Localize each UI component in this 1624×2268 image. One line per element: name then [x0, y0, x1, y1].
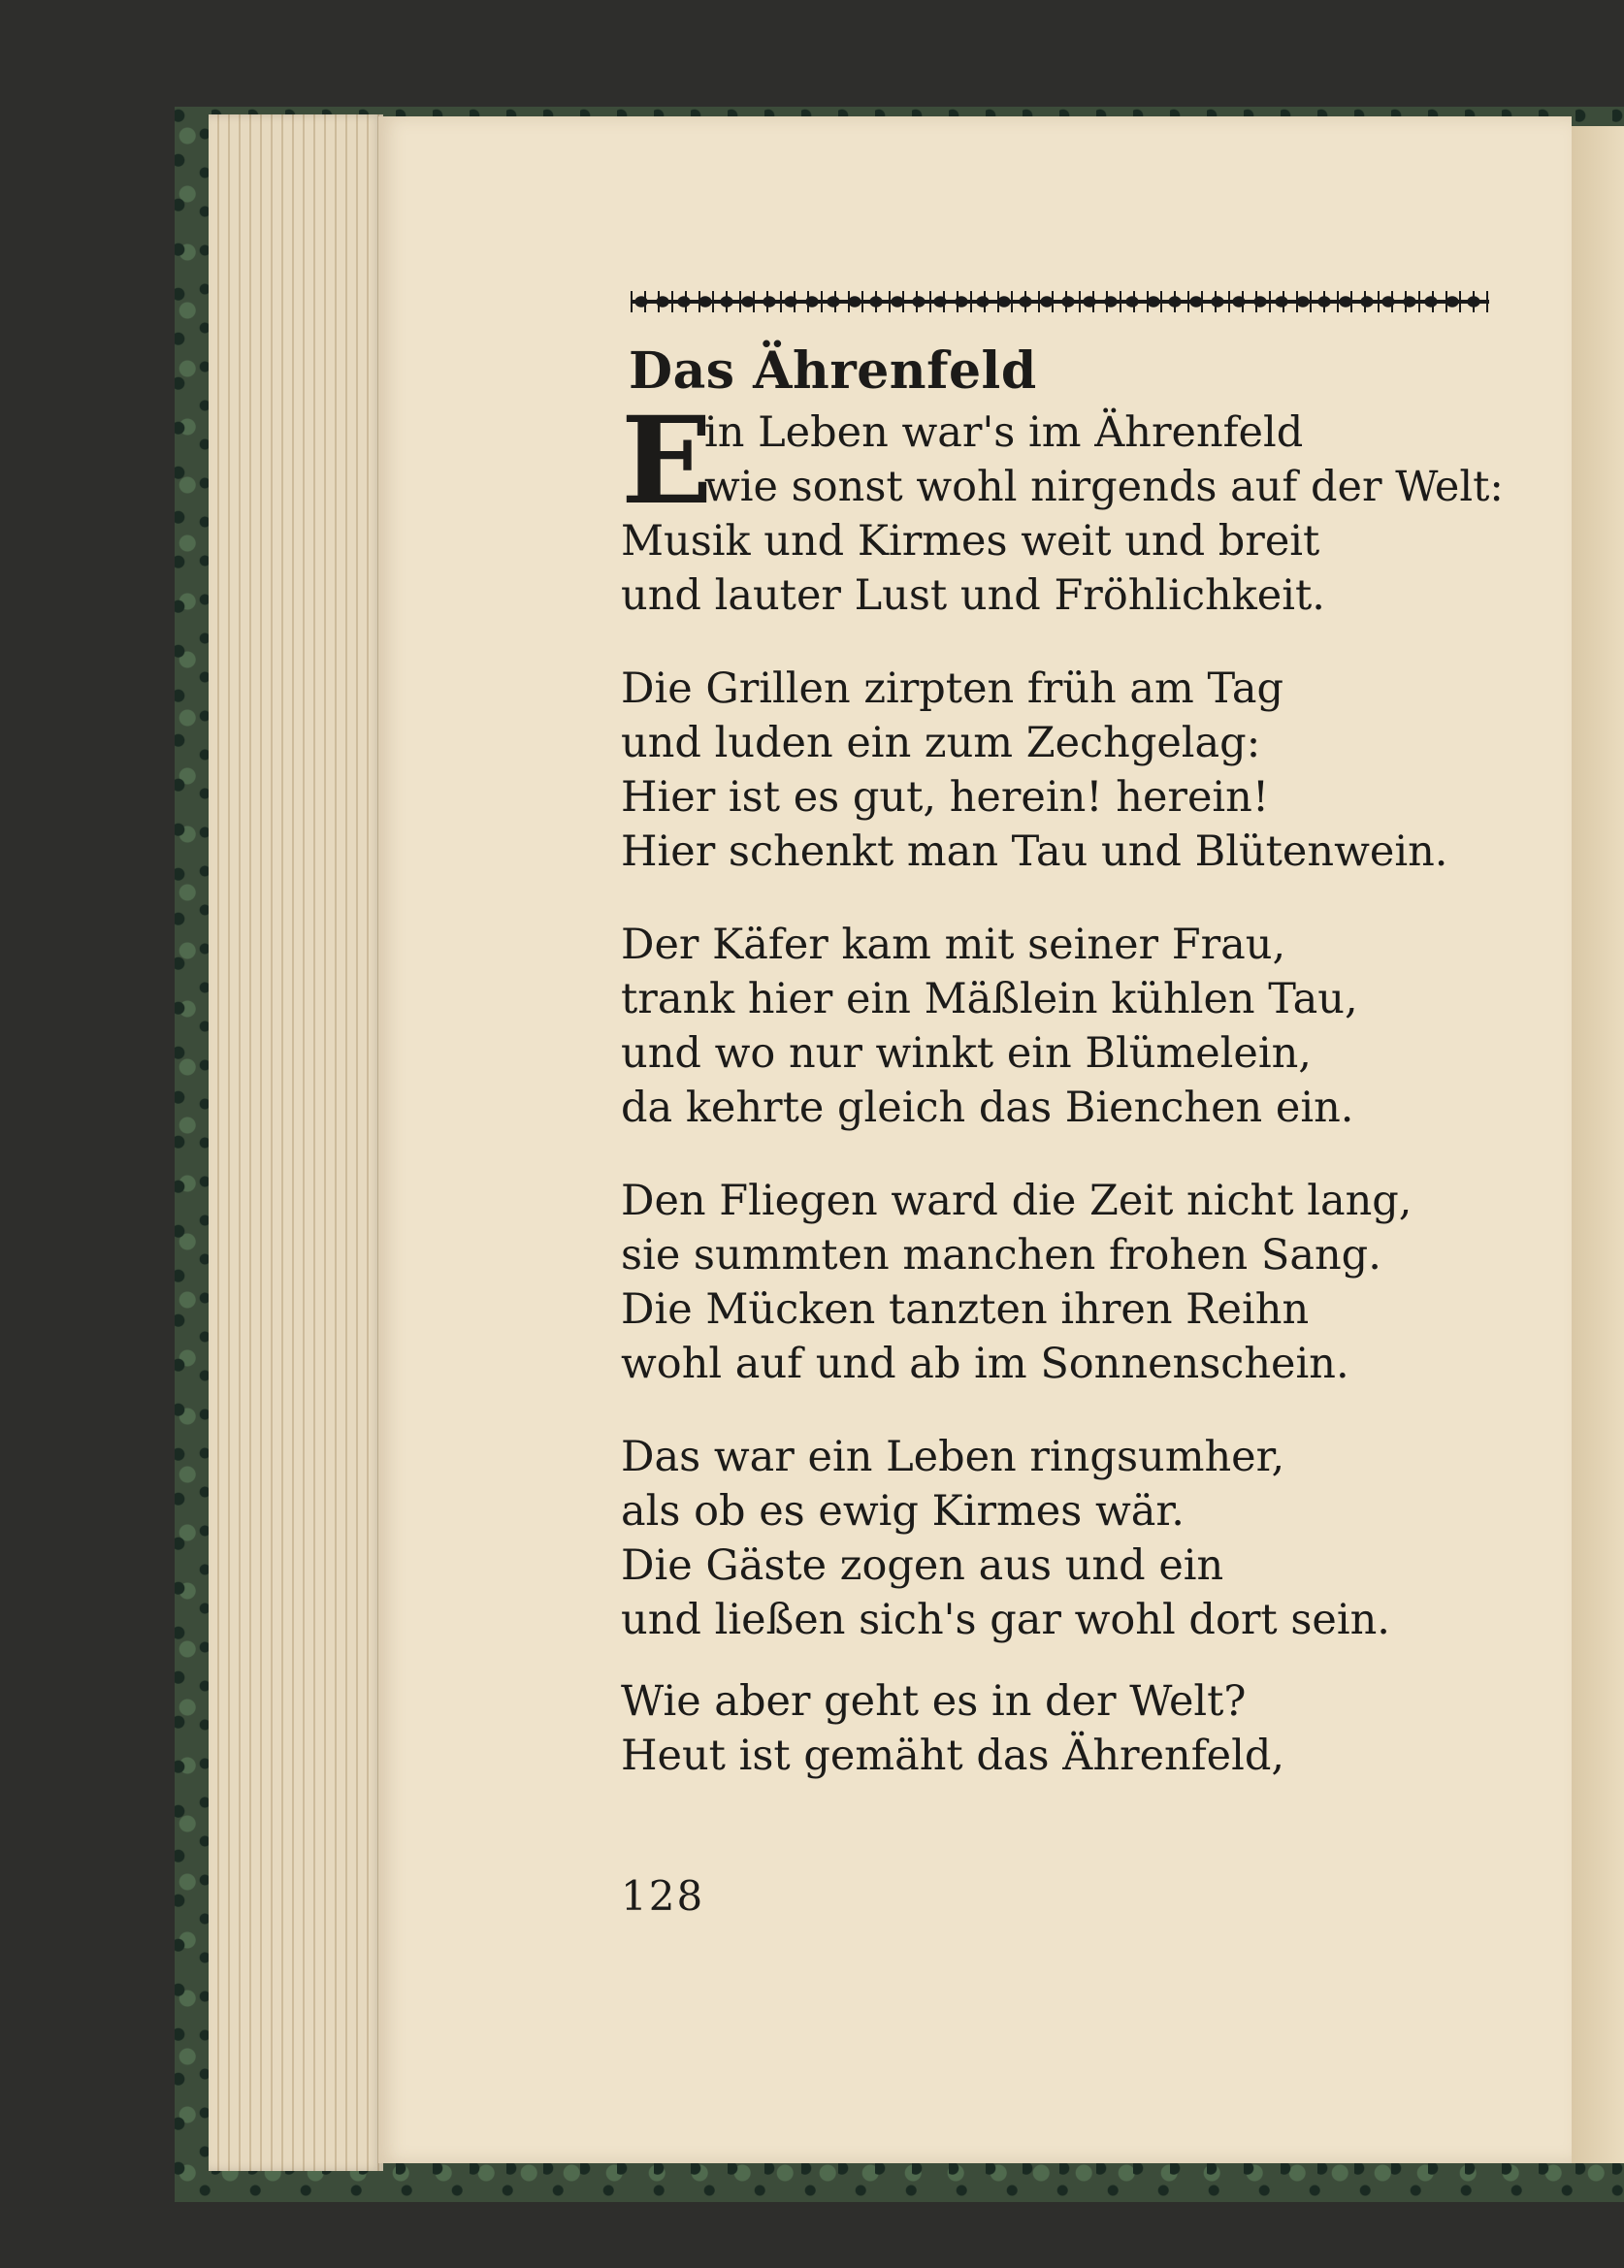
stanza-1	[621, 391, 1504, 623]
page-number: 128	[621, 1872, 705, 1920]
poem-line: und luden ein zum Zechgelag:	[621, 719, 1261, 767]
poem-line: sie summten manchen frohen Sang.	[621, 1231, 1381, 1280]
page-edges	[209, 114, 383, 2171]
stanza-3	[621, 918, 1494, 1135]
ornamental-rule	[631, 291, 1489, 312]
poem-line: Die Grillen zirpten früh am Tag	[621, 664, 1284, 713]
poem-line: und wo nur winkt ein Blümelein,	[621, 1029, 1312, 1078]
poem-line: Hier ist es gut, herein! herein!	[621, 773, 1270, 822]
poem-line: als ob es ewig Kirmes wär.	[621, 1487, 1185, 1536]
poem-line: Der Käfer kam mit seiner Frau,	[621, 921, 1286, 969]
facing-page-edge	[1567, 126, 1624, 2163]
poem-line: Den Fliegen ward die Zeit nicht lang,	[621, 1177, 1413, 1225]
poem-body	[621, 391, 1504, 1783]
poem-line: in Leben war's im Ährenfeld	[704, 408, 1304, 457]
stanza-6	[621, 1674, 1494, 1783]
stanza-5	[621, 1430, 1494, 1647]
poem-title: Das Ährenfeld	[629, 341, 1037, 401]
poem-line: Die Gäste zogen aus und ein	[621, 1541, 1224, 1590]
drop-cap: E	[621, 391, 713, 532]
poem-line: Hier schenkt man Tau und Blütenwein.	[621, 827, 1448, 876]
poem-line: wie sonst wohl nirgends auf der Welt:	[704, 463, 1504, 511]
poem-line: trank hier ein Mäßlein kühlen Tau,	[621, 975, 1358, 1023]
stanza-4	[621, 1174, 1494, 1391]
poem-line: da kehrte gleich das Bienchen ein.	[621, 1084, 1354, 1132]
poem-line: und ließen sich's gar wohl dort sein.	[621, 1596, 1390, 1644]
poem-line: wohl auf und ab im Sonnenschein.	[621, 1340, 1349, 1388]
poem-line: Heut ist gemäht das Ährenfeld,	[621, 1732, 1285, 1780]
poem-line: Die Mücken tanzten ihren Reihn	[621, 1285, 1310, 1334]
stanza-2	[621, 662, 1494, 879]
poem-line: Das war ein Leben ringsumher,	[621, 1433, 1285, 1481]
poem-line: und lauter Lust und Fröhlichkeit.	[621, 571, 1325, 620]
poem-line: Wie aber geht es in der Welt?	[621, 1677, 1247, 1726]
poem-line: Musik und Kirmes weit und breit	[621, 517, 1320, 566]
